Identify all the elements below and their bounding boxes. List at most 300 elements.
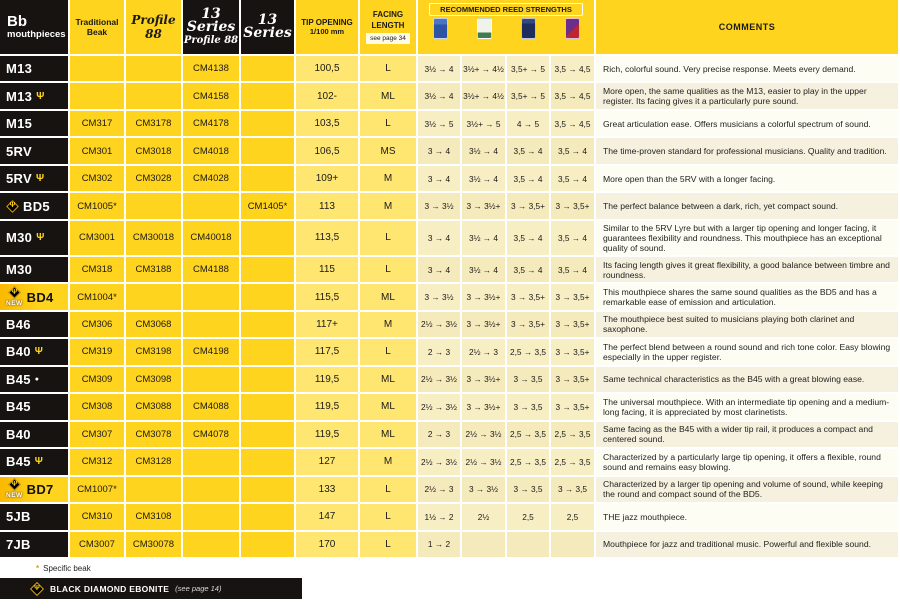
facing-length-value: M <box>360 166 418 193</box>
reed-strength-traditional: 1 → 2 <box>418 532 462 559</box>
profile88-value: CM3198 <box>126 339 183 366</box>
traditional-beak-value: CM302 <box>70 166 126 193</box>
table-row <box>0 193 900 220</box>
model-name: 5JB <box>6 509 31 525</box>
new-badge: NEW <box>6 492 23 500</box>
table-row <box>0 138 900 165</box>
header-facing-line1: FACING <box>372 9 404 19</box>
comment-text: More open, the same qualities as the M13, easier to play in the upper register. Its facing gives it a particularly pure sound. <box>596 83 900 110</box>
reed-strength-traditional: 3 → 4 <box>418 138 462 165</box>
header-tip-line2: 1/100 mm <box>309 27 345 36</box>
56-rue-lepic-reeds-pack-icon <box>521 18 536 39</box>
traditional-beak-value: CM3007 <box>70 532 126 559</box>
header-reed-strengths <box>418 0 596 56</box>
reed-strength-56-rue-lepic: 3 → 3,5 <box>507 394 551 421</box>
comment-text: More open than the 5RV with a longer facing. <box>596 166 900 193</box>
13series-profile88-value <box>183 532 241 559</box>
reed-strength-v12: 3 → 3½+ <box>462 284 507 311</box>
13series-value <box>241 138 296 165</box>
facing-length-value: ML <box>360 422 418 449</box>
model-cell <box>0 449 70 476</box>
reed-strength-traditional: 3 → 3½ <box>418 284 462 311</box>
traditional-reeds-pack-icon <box>433 18 448 39</box>
model-cell <box>0 532 70 559</box>
model-name: M30 <box>6 262 33 278</box>
table-row <box>0 166 900 193</box>
reed-strength-v12: 3 → 3½+ <box>462 312 507 339</box>
profile88-value: CM3178 <box>126 111 183 138</box>
tip-opening-value: 117+ <box>296 312 360 339</box>
13series-profile88-value: CM4198 <box>183 339 241 366</box>
traditional-beak-value: CM307 <box>70 422 126 449</box>
reed-pack-images <box>418 18 594 39</box>
reed-strength-56-rue-lepic: 3,5 → 4 <box>507 257 551 284</box>
reed-strength-v21: 2,5 → 3,5 <box>551 422 596 449</box>
facing-length-value: L <box>360 532 418 559</box>
comment-text: Great articulation ease. Offers musicians a colorful spectrum of sound. <box>596 111 900 138</box>
profile88-value: CM3128 <box>126 449 183 476</box>
profile88-value: CM3078 <box>126 422 183 449</box>
model-cell <box>0 193 70 220</box>
13series-value <box>241 257 296 284</box>
table-row <box>0 221 900 257</box>
model-name: M15 <box>6 116 33 132</box>
header-bb: Bb <box>7 13 27 30</box>
13series-profile88-value: CM4078 <box>183 422 241 449</box>
13series-value <box>241 477 296 504</box>
page-footer <box>0 559 900 608</box>
model-badge-stack <box>6 200 19 213</box>
facing-length-value: ML <box>360 367 418 394</box>
footnote-asterisk: * <box>36 564 40 573</box>
profile88-value: CM3028 <box>126 166 183 193</box>
tip-opening-value: 113,5 <box>296 221 360 257</box>
model-name: B45 <box>6 454 31 470</box>
model-name: 5RV <box>6 143 32 159</box>
facing-length-value: M <box>360 312 418 339</box>
table-row <box>0 367 900 394</box>
13series-value <box>241 422 296 449</box>
reed-strength-v12: 3½ → 4 <box>462 138 507 165</box>
table-row <box>0 532 900 559</box>
13series-value <box>241 111 296 138</box>
model-cell <box>0 56 70 83</box>
table-row <box>0 257 900 284</box>
13series-value: CM1405* <box>241 193 296 220</box>
table-row <box>0 449 900 476</box>
header-comments-label: COMMENTS <box>718 22 776 32</box>
profile88-value <box>126 193 183 220</box>
13series-value <box>241 284 296 311</box>
model-name: M30 <box>6 230 33 246</box>
model-name: 7JB <box>6 536 31 552</box>
reed-strength-56-rue-lepic: 4 → 5 <box>507 111 551 138</box>
header-13series-profile88 <box>183 0 241 56</box>
header-traditional-line2: Beak <box>86 27 108 37</box>
model-name: BD5 <box>23 198 50 214</box>
13series-value <box>241 83 296 110</box>
comment-text: The universal mouthpiece. With an intermediate tip opening and a medium-long facing, it is appreciated by most clarinetists. <box>596 394 900 421</box>
v21-reeds-pack-icon <box>565 18 580 39</box>
lyre-icon: Ψ <box>36 232 45 244</box>
header-facing-line2: LENGTH <box>371 21 405 31</box>
tip-opening-value: 147 <box>296 504 360 531</box>
facing-length-value: MS <box>360 138 418 165</box>
reed-strength-v12: 3 → 3½+ <box>462 394 507 421</box>
reed-strength-v12: 2½ → 3 <box>462 339 507 366</box>
reed-strength-56-rue-lepic: 3,5 → 4 <box>507 138 551 165</box>
traditional-beak-value <box>70 83 126 110</box>
header-tip-opening <box>296 0 360 56</box>
traditional-beak-value: CM1005* <box>70 193 126 220</box>
reed-strength-56-rue-lepic: 3,5+ → 5 <box>507 56 551 83</box>
comment-text: This mouthpiece shares the same sound qualities as the BD5 and has a remarkable ease of emission and articulation. <box>596 284 900 311</box>
model-name: M13 <box>6 88 33 104</box>
reed-strength-traditional: 2 → 3 <box>418 339 462 366</box>
dot-marker-icon: ● <box>34 375 39 383</box>
reed-strength-v12: 3 → 3½ <box>462 477 507 504</box>
traditional-beak-value <box>70 56 126 83</box>
profile88-value: CM30078 <box>126 532 183 559</box>
tip-opening-value: 103,5 <box>296 111 360 138</box>
13series-value <box>241 166 296 193</box>
facing-length-value: M <box>360 449 418 476</box>
traditional-beak-value: CM306 <box>70 312 126 339</box>
lyre-icon: Ψ <box>35 173 45 185</box>
13series-profile88-value: CM40018 <box>183 221 241 257</box>
reed-strength-v12: 2½ → 3½ <box>462 422 507 449</box>
footnote <box>0 559 900 576</box>
traditional-beak-value: CM319 <box>70 339 126 366</box>
facing-length-value: ML <box>360 83 418 110</box>
reed-strength-v12: 3½ → 4 <box>462 257 507 284</box>
reed-strength-56-rue-lepic: 3 → 3,5 <box>507 477 551 504</box>
model-cell <box>0 257 70 284</box>
reed-strength-v12: 3½ → 4 <box>462 221 507 257</box>
model-cell <box>0 422 70 449</box>
13series-value <box>241 394 296 421</box>
facing-length-value: ML <box>360 394 418 421</box>
header-traditional-beak <box>70 0 126 56</box>
table-row <box>0 111 900 138</box>
comment-text: The perfect balance between a dark, rich, yet compact sound. <box>596 193 900 220</box>
table-row <box>0 339 900 366</box>
13series-profile88-value <box>183 312 241 339</box>
model-cell <box>0 111 70 138</box>
table-body <box>0 56 900 559</box>
reed-strength-v12: 2½ <box>462 504 507 531</box>
reed-strength-v12: 2½ → 3½ <box>462 449 507 476</box>
profile88-value: CM3108 <box>126 504 183 531</box>
tip-opening-value: 113 <box>296 193 360 220</box>
model-name: B40 <box>6 426 31 442</box>
13series-profile88-value: CM4158 <box>183 83 241 110</box>
comment-text: Same facing as the B45 with a wider tip rail, it produces a compact and centered sound. <box>596 422 900 449</box>
reed-strength-v12: 3½+ → 4½ <box>462 56 507 83</box>
facing-length-value: L <box>360 221 418 257</box>
model-badge-stack <box>6 286 23 308</box>
reed-strength-traditional: 1½ → 2 <box>418 504 462 531</box>
reed-strength-56-rue-lepic: 3 → 3,5+ <box>507 284 551 311</box>
table-row <box>0 56 900 83</box>
reed-strength-v12: 3 → 3½+ <box>462 193 507 220</box>
tip-opening-value: 115 <box>296 257 360 284</box>
reed-strength-v21: 3 → 3,5+ <box>551 367 596 394</box>
reed-strength-v12: 3½+ → 4½ <box>462 83 507 110</box>
traditional-beak-value: CM317 <box>70 111 126 138</box>
reed-strength-v21: 2,5 <box>551 504 596 531</box>
tip-opening-value: 127 <box>296 449 360 476</box>
model-cell <box>0 83 70 110</box>
reed-strength-traditional: 2½ → 3½ <box>418 394 462 421</box>
header-profile88 <box>126 0 183 56</box>
profile88-value: CM3018 <box>126 138 183 165</box>
tip-opening-value: 102- <box>296 83 360 110</box>
reed-strength-v21: 3,5 → 4 <box>551 257 596 284</box>
table-row <box>0 504 900 531</box>
reed-strength-56-rue-lepic: 3 → 3,5 <box>507 367 551 394</box>
profile88-value: CM3088 <box>126 394 183 421</box>
traditional-beak-value: CM309 <box>70 367 126 394</box>
13series-profile88-value <box>183 449 241 476</box>
traditional-beak-value: CM312 <box>70 449 126 476</box>
reed-strength-v21: 2,5 → 3,5 <box>551 449 596 476</box>
black-diamond-logo-icon <box>30 582 44 596</box>
model-cell <box>0 284 70 311</box>
reed-strength-56-rue-lepic: 3,5+ → 5 <box>507 83 551 110</box>
table-row <box>0 312 900 339</box>
tip-opening-value: 100,5 <box>296 56 360 83</box>
new-badge: NEW <box>6 300 23 308</box>
facing-length-value: ML <box>360 284 418 311</box>
header-13series-top: 13 Series <box>186 5 236 35</box>
header-reeds-title: RECOMMENDED REED STRENGTHS <box>429 3 583 16</box>
model-cell <box>0 367 70 394</box>
comment-text: The time-proven standard for professional musicians. Quality and tradition. <box>596 138 900 165</box>
reed-strength-v12: 3½+ → 5 <box>462 111 507 138</box>
model-cell <box>0 477 70 504</box>
comment-text: Its facing length gives it great flexibility, a good balance between timbre and roundness. <box>596 257 900 284</box>
traditional-beak-value: CM318 <box>70 257 126 284</box>
13series-profile88-value: CM4088 <box>183 394 241 421</box>
traditional-beak-value: CM1007* <box>70 477 126 504</box>
model-cell <box>0 221 70 257</box>
black-diamond-icon <box>6 200 19 213</box>
model-name: 5RV <box>6 171 32 187</box>
table-row <box>0 477 900 504</box>
model-name: BD4 <box>26 289 54 305</box>
model-badge-stack <box>6 478 23 500</box>
comment-text: Mouthpiece for jazz and traditional music. Powerful and flexible sound. <box>596 532 900 559</box>
13series-profile88-value <box>183 193 241 220</box>
model-name: M13 <box>6 61 33 77</box>
reed-strength-56-rue-lepic <box>507 532 551 559</box>
reed-strength-v12: 3½ → 4 <box>462 166 507 193</box>
13series-profile88-value: CM4178 <box>183 111 241 138</box>
reed-strength-v21: 3,5 → 4 <box>551 138 596 165</box>
13series-value <box>241 449 296 476</box>
comment-text: The perfect blend between a round sound and rich tone color. Easy blowing especially in the upper register. <box>596 339 900 366</box>
13series-value <box>241 504 296 531</box>
black-diamond-note: (see page 14) <box>175 584 222 593</box>
13series-value <box>241 367 296 394</box>
header-mouthpieces: mouthpieces <box>7 29 66 40</box>
model-cell <box>0 394 70 421</box>
profile88-value: CM3098 <box>126 367 183 394</box>
black-diamond-label: BLACK DIAMOND EBONITE <box>50 583 170 594</box>
reed-strength-traditional: 2½ → 3½ <box>418 312 462 339</box>
13series-profile88-value <box>183 284 241 311</box>
reed-strength-56-rue-lepic: 2,5 → 3,5 <box>507 422 551 449</box>
reed-strength-traditional: 2½ → 3 <box>418 477 462 504</box>
comment-text: THE jazz mouthpiece. <box>596 504 900 531</box>
model-name: B46 <box>6 316 31 332</box>
13series-profile88-value: CM4138 <box>183 56 241 83</box>
table-row <box>0 394 900 421</box>
facing-length-value: M <box>360 193 418 220</box>
profile88-value: CM30018 <box>126 221 183 257</box>
reed-strength-v21: 3 → 3,5+ <box>551 339 596 366</box>
tip-opening-value: 170 <box>296 532 360 559</box>
profile88-value <box>126 83 183 110</box>
reed-strength-v21: 3 → 3,5 <box>551 477 596 504</box>
header-comments <box>596 0 900 56</box>
reed-strength-v21 <box>551 532 596 559</box>
comment-text: Similar to the 5RV Lyre but with a larger tip opening and longer facing, it guarantees flexibility and roundness. This mouthpiece has an exceptional quality of sound. <box>596 221 900 257</box>
black-diamond-icon <box>8 478 21 491</box>
tip-opening-value: 117,5 <box>296 339 360 366</box>
traditional-beak-value: CM310 <box>70 504 126 531</box>
header-13series-label: 13 Series <box>243 12 292 41</box>
reed-strength-traditional: 2½ → 3½ <box>418 449 462 476</box>
reed-strength-v21: 3 → 3,5+ <box>551 394 596 421</box>
tip-opening-value: 115,5 <box>296 284 360 311</box>
header-facing-note: see page 34 <box>366 33 410 45</box>
13series-profile88-value: CM4018 <box>183 138 241 165</box>
reed-strength-v21: 3 → 3,5+ <box>551 312 596 339</box>
header-13series <box>241 0 296 56</box>
header-13series-sub: Profile 88 <box>183 34 239 46</box>
v12-reeds-pack-icon <box>477 18 492 39</box>
13series-value <box>241 339 296 366</box>
header-traditional-line1: Traditional <box>75 17 119 27</box>
model-cell <box>0 312 70 339</box>
profile88-value: CM3188 <box>126 257 183 284</box>
table-row <box>0 284 900 311</box>
reed-strength-traditional: 3½ → 5 <box>418 111 462 138</box>
reed-strength-v21: 3,5 → 4,5 <box>551 56 596 83</box>
lyre-icon: Ψ <box>34 456 43 468</box>
facing-length-value: L <box>360 56 418 83</box>
reed-strength-v21: 3,5 → 4,5 <box>551 111 596 138</box>
footnote-text: Specific beak <box>43 564 91 573</box>
13series-profile88-value <box>183 367 241 394</box>
tip-opening-value: 133 <box>296 477 360 504</box>
comment-text: Characterized by a larger tip opening and volume of sound, while keeping the round and compact sound of the BD5. <box>596 477 900 504</box>
header-model-column <box>0 0 70 56</box>
13series-value <box>241 532 296 559</box>
black-diamond-ebonite-bar <box>0 578 302 599</box>
13series-value <box>241 312 296 339</box>
reed-strength-v21: 3,5 → 4,5 <box>551 83 596 110</box>
model-cell <box>0 166 70 193</box>
reed-strength-v12 <box>462 532 507 559</box>
reed-strength-traditional: 2 → 3 <box>418 422 462 449</box>
reed-strength-traditional: 3½ → 4 <box>418 56 462 83</box>
reed-strength-traditional: 3 → 4 <box>418 166 462 193</box>
comment-text: Rich, colorful sound. Very precise response. Meets every demand. <box>596 56 900 83</box>
reed-strength-traditional: 3½ → 4 <box>418 83 462 110</box>
header-facing-length <box>360 0 418 56</box>
model-cell <box>0 138 70 165</box>
tip-opening-value: 119,5 <box>296 394 360 421</box>
tip-opening-value: 119,5 <box>296 422 360 449</box>
reed-strength-v21: 3,5 → 4 <box>551 166 596 193</box>
reed-strength-56-rue-lepic: 2,5 → 3,5 <box>507 449 551 476</box>
model-cell <box>0 504 70 531</box>
facing-length-value: L <box>360 111 418 138</box>
reed-strength-56-rue-lepic: 3,5 → 4 <box>507 221 551 257</box>
lyre-icon: Ψ <box>34 346 43 358</box>
traditional-beak-value: CM301 <box>70 138 126 165</box>
traditional-beak-value: CM308 <box>70 394 126 421</box>
facing-length-value: L <box>360 477 418 504</box>
model-cell <box>0 339 70 366</box>
13series-value <box>241 221 296 257</box>
profile88-value: CM3068 <box>126 312 183 339</box>
reed-strength-56-rue-lepic: 2,5 → 3,5 <box>507 339 551 366</box>
13series-profile88-value <box>183 477 241 504</box>
model-name: B45 <box>6 399 31 415</box>
13series-profile88-value <box>183 504 241 531</box>
header-profile88-label: Profile 88 <box>131 13 176 41</box>
comment-text: The mouthpiece best suited to musicians playing both clarinet and saxophone. <box>596 312 900 339</box>
reed-strength-traditional: 2½ → 3½ <box>418 367 462 394</box>
reed-strength-56-rue-lepic: 3,5 → 4 <box>507 166 551 193</box>
facing-length-value: L <box>360 504 418 531</box>
tip-opening-value: 109+ <box>296 166 360 193</box>
traditional-beak-value: CM1004* <box>70 284 126 311</box>
profile88-value <box>126 477 183 504</box>
reed-strength-traditional: 3 → 4 <box>418 221 462 257</box>
reed-strength-v21: 3,5 → 4 <box>551 221 596 257</box>
reed-strength-traditional: 3 → 4 <box>418 257 462 284</box>
profile88-value <box>126 284 183 311</box>
profile88-value <box>126 56 183 83</box>
table-row <box>0 83 900 110</box>
reed-strength-56-rue-lepic: 2,5 <box>507 504 551 531</box>
13series-value <box>241 56 296 83</box>
reed-strength-56-rue-lepic: 3 → 3,5+ <box>507 193 551 220</box>
model-name: BD7 <box>26 481 54 497</box>
13series-profile88-value: CM4188 <box>183 257 241 284</box>
header-tip-line1: TIP OPENING <box>301 17 353 27</box>
tip-opening-value: 119,5 <box>296 367 360 394</box>
13series-profile88-value: CM4028 <box>183 166 241 193</box>
black-diamond-icon <box>8 286 21 299</box>
table-row <box>0 422 900 449</box>
reed-strength-v21: 3 → 3,5+ <box>551 284 596 311</box>
reed-strength-56-rue-lepic: 3 → 3,5+ <box>507 312 551 339</box>
comment-text: Characterized by a particularly large tip opening, it offers a flexible, round sound and remains easy blowing. <box>596 449 900 476</box>
reed-strength-v21: 3 → 3,5+ <box>551 193 596 220</box>
reed-strength-v12: 3 → 3½+ <box>462 367 507 394</box>
model-name: B40 <box>6 344 31 360</box>
table-header <box>0 0 900 56</box>
facing-length-value: L <box>360 339 418 366</box>
facing-length-value: L <box>360 257 418 284</box>
model-name: B45 <box>6 371 31 387</box>
